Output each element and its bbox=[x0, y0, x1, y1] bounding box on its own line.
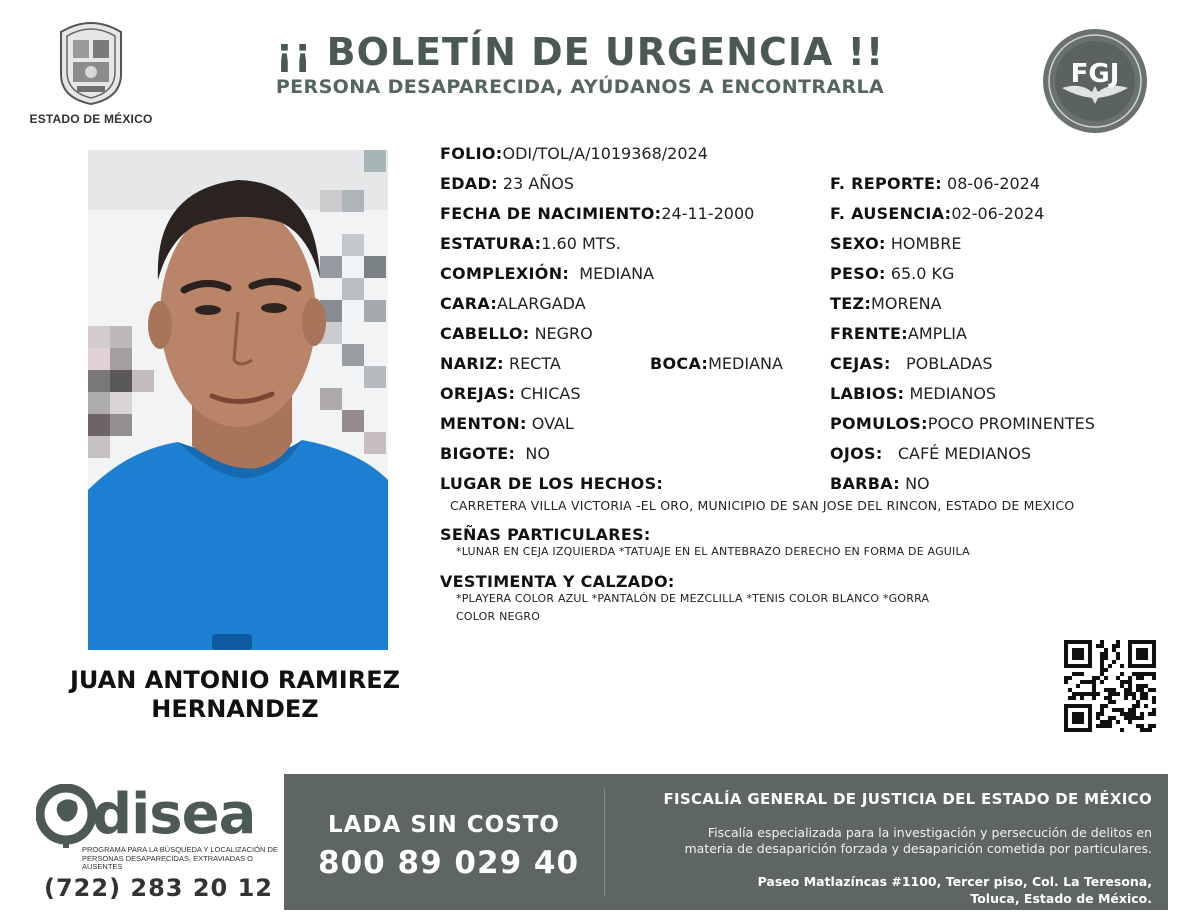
qr-module bbox=[1148, 688, 1152, 692]
qr-module bbox=[1104, 704, 1108, 708]
state-name: ESTADO DE MÉXICO bbox=[29, 112, 153, 126]
complexion-row bbox=[440, 264, 654, 283]
qr-module bbox=[1148, 712, 1152, 716]
ojos-label: OJOS: bbox=[830, 444, 883, 463]
qr-module bbox=[1152, 700, 1156, 704]
bigote-row bbox=[440, 444, 550, 463]
qr-module bbox=[1064, 676, 1068, 680]
qr-module bbox=[1092, 676, 1096, 680]
cabello-value: NEGRO bbox=[534, 324, 593, 343]
qr-module bbox=[1100, 664, 1104, 668]
qr-finder-block bbox=[1136, 648, 1148, 660]
qr-module bbox=[1136, 704, 1140, 708]
qr-module bbox=[1104, 696, 1108, 700]
folio-value: ODI/TOL/A/1019368/2024 bbox=[502, 144, 708, 163]
qr-module bbox=[1132, 696, 1136, 700]
qr-module bbox=[1112, 716, 1116, 720]
qr-module bbox=[1100, 672, 1104, 676]
qr-module bbox=[1136, 672, 1140, 676]
qr-module bbox=[1152, 696, 1156, 700]
qr-module bbox=[1124, 716, 1128, 720]
cara-label: CARA: bbox=[440, 294, 498, 313]
menton-value: OVAL bbox=[531, 414, 574, 433]
qr-module bbox=[1116, 720, 1120, 724]
complexion-label: COMPLEXIÓN: bbox=[440, 264, 570, 283]
qr-module bbox=[1124, 688, 1128, 692]
qr-module bbox=[1100, 668, 1104, 672]
orejas-value: CHICAS bbox=[520, 384, 581, 403]
qr-module bbox=[1144, 684, 1148, 688]
lugar-row bbox=[440, 474, 663, 493]
qr-module bbox=[1104, 676, 1108, 680]
odisea-phone[interactable]: (722) 283 20 12 bbox=[44, 874, 273, 902]
qr-module bbox=[1120, 712, 1124, 716]
qr-module bbox=[1084, 692, 1088, 696]
qr-module bbox=[1068, 688, 1072, 692]
labios-value: MEDIANOS bbox=[909, 384, 997, 403]
qr-module bbox=[1140, 672, 1144, 676]
frente-row bbox=[830, 324, 967, 343]
odisea-description: PROGRAMA PARA LA BÚSQUEDA Y LOCALIZACIÓN DE PERSONAS DESAPARECIDAS, EXTRAVIADAS O AUSENTES bbox=[82, 845, 278, 871]
qr-module bbox=[1124, 696, 1128, 700]
senas-label: SEÑAS PARTICULARES: bbox=[440, 525, 651, 544]
qr-module bbox=[1124, 712, 1128, 716]
qr-module bbox=[1128, 684, 1132, 688]
fgj-logo bbox=[1040, 26, 1150, 136]
labios-label: LABIOS: bbox=[830, 384, 905, 403]
qr-module bbox=[1140, 676, 1144, 680]
barba-row bbox=[830, 474, 930, 493]
qr-module bbox=[1108, 692, 1112, 696]
cabello-label: CABELLO: bbox=[440, 324, 530, 343]
estatura-value: 1.60 MTS. bbox=[541, 234, 621, 253]
qr-module bbox=[1076, 692, 1080, 696]
nariz-value: RECTA bbox=[508, 354, 561, 373]
qr-module bbox=[1128, 716, 1132, 720]
qr-module bbox=[1116, 708, 1120, 712]
qr-module bbox=[1132, 704, 1136, 708]
folio-row bbox=[440, 144, 708, 163]
qr-module bbox=[1120, 680, 1124, 684]
qr-module bbox=[1140, 712, 1144, 716]
menton-row bbox=[440, 414, 574, 433]
sexo-value: HOMBRE bbox=[890, 234, 962, 253]
cabello-row bbox=[440, 324, 593, 343]
qr-module bbox=[1100, 708, 1104, 712]
qr-module bbox=[1132, 716, 1136, 720]
bulletin-subtitle: PERSONA DESAPARECIDA, AYÚDANOS A ENCONTRARLA bbox=[275, 76, 885, 98]
qr-module bbox=[1136, 684, 1140, 688]
bigote-label: BIGOTE: bbox=[440, 444, 516, 463]
qr-module bbox=[1144, 696, 1148, 700]
qr-module bbox=[1140, 692, 1144, 696]
odisea-wordmark: disea bbox=[92, 782, 256, 847]
qr-module bbox=[1064, 680, 1068, 684]
qr-module bbox=[1148, 728, 1152, 732]
estatura-row bbox=[440, 234, 621, 253]
qr-module bbox=[1120, 664, 1124, 668]
fgj-seal-icon bbox=[1040, 26, 1150, 136]
qr-module bbox=[1096, 692, 1100, 696]
qr-module bbox=[1120, 728, 1124, 732]
qr-module bbox=[1132, 712, 1136, 716]
peso-value: 65.0 KG bbox=[890, 264, 955, 283]
qr-module bbox=[1152, 708, 1156, 712]
estatura-label: ESTATURA: bbox=[440, 234, 542, 253]
qr-module bbox=[1136, 700, 1140, 704]
nariz-row bbox=[440, 354, 561, 373]
qr-module bbox=[1104, 724, 1108, 728]
qr-module bbox=[1144, 692, 1148, 696]
qr-code-icon bbox=[1064, 640, 1156, 732]
qr-module bbox=[1132, 692, 1136, 696]
qr-module bbox=[1104, 668, 1108, 672]
qr-module bbox=[1116, 676, 1120, 680]
qr-module bbox=[1076, 684, 1080, 688]
qr-module bbox=[1116, 692, 1120, 696]
fiscalia-title: FISCALÍA GENERAL DE JUSTICIA DEL ESTADO DE MÉXICO bbox=[663, 790, 1152, 808]
qr-module bbox=[1092, 692, 1096, 696]
vestimenta-label: VESTIMENTA Y CALZADO: bbox=[440, 572, 675, 591]
qr-module bbox=[1104, 656, 1108, 660]
qr-module bbox=[1140, 688, 1144, 692]
qr-module bbox=[1100, 644, 1104, 648]
qr-module bbox=[1068, 696, 1072, 700]
fausencia-value: 02-06-2024 bbox=[951, 204, 1045, 223]
peso-row bbox=[830, 264, 954, 283]
folio-label: FOLIO: bbox=[440, 144, 503, 163]
sexo-row bbox=[830, 234, 961, 253]
address-line2: Toluca, Estado de México. bbox=[970, 891, 1152, 906]
senas-value: *LUNAR EN CEJA IZQUIERDA *TATUAJE EN EL ANTEBRAZO DERECHO EN FORMA DE AGUILA bbox=[456, 545, 970, 558]
qr-module bbox=[1116, 640, 1120, 644]
menton-label: MENTON: bbox=[440, 414, 527, 433]
qr-module bbox=[1100, 712, 1104, 716]
pomulos-value: POCO PROMINENTES bbox=[927, 414, 1095, 433]
address-line1: Paseo Matlazíncas #1100, Tercer piso, Col. La Teresona, bbox=[757, 874, 1152, 889]
qr-module bbox=[1120, 672, 1124, 676]
qr-module bbox=[1104, 652, 1108, 656]
qr-module bbox=[1080, 696, 1084, 700]
qr-module bbox=[1092, 684, 1096, 688]
qr-module bbox=[1096, 716, 1100, 720]
fiscalia-desc-line1: Fiscalía especializada para la investigación y persecución de delitos en bbox=[707, 825, 1152, 840]
qr-module bbox=[1112, 700, 1116, 704]
qr-module bbox=[1112, 644, 1116, 648]
qr-module bbox=[1072, 696, 1076, 700]
qr-module bbox=[1080, 692, 1084, 696]
qr-module bbox=[1132, 672, 1136, 676]
frente-value: AMPLIA bbox=[907, 324, 967, 343]
odisea-pin-icon bbox=[36, 784, 96, 848]
qr-module bbox=[1100, 704, 1104, 708]
qr-module bbox=[1148, 672, 1152, 676]
qr-module bbox=[1124, 692, 1128, 696]
qr-module bbox=[1104, 720, 1108, 724]
qr-module bbox=[1080, 680, 1084, 684]
qr-module bbox=[1136, 716, 1140, 720]
qr-module bbox=[1128, 688, 1132, 692]
qr-module bbox=[1116, 656, 1120, 660]
boca-label: BOCA: bbox=[650, 354, 709, 373]
qr-module bbox=[1108, 664, 1112, 668]
qr-module bbox=[1080, 672, 1084, 676]
qr-module bbox=[1112, 688, 1116, 692]
qr-module bbox=[1092, 680, 1096, 684]
qr-module bbox=[1088, 680, 1092, 684]
sexo-label: SEXO: bbox=[830, 234, 886, 253]
edad-row bbox=[440, 174, 574, 193]
qr-module bbox=[1116, 644, 1120, 648]
person-name-line2: HERNANDEZ bbox=[151, 695, 319, 723]
qr-module bbox=[1128, 720, 1132, 724]
qr-module bbox=[1120, 684, 1124, 688]
qr-module bbox=[1140, 684, 1144, 688]
qr-module bbox=[1108, 716, 1112, 720]
fausencia-label: F. AUSENCIA: bbox=[830, 204, 952, 223]
tez-row bbox=[830, 294, 942, 313]
qr-module bbox=[1088, 692, 1092, 696]
frente-label: FRENTE: bbox=[830, 324, 908, 343]
freporte-label: F. REPORTE: bbox=[830, 174, 942, 193]
cejas-row bbox=[830, 354, 993, 373]
nariz-label: NARIZ: bbox=[440, 354, 504, 373]
peso-label: PESO: bbox=[830, 264, 886, 283]
fnac-label: FECHA DE NACIMIENTO: bbox=[440, 204, 662, 223]
person-photo-graphic bbox=[88, 150, 388, 650]
qr-module bbox=[1092, 696, 1096, 700]
qr-module bbox=[1092, 688, 1096, 692]
qr-module bbox=[1100, 660, 1104, 664]
qr-module bbox=[1096, 724, 1100, 728]
qr-module bbox=[1152, 712, 1156, 716]
qr-module bbox=[1116, 652, 1120, 656]
state-coat-of-arms-icon bbox=[51, 18, 131, 106]
qr-module bbox=[1128, 708, 1132, 712]
qr-finder-block bbox=[1072, 648, 1084, 660]
cejas-label: CEJAS: bbox=[830, 354, 891, 373]
qr-code[interactable] bbox=[1064, 640, 1156, 732]
qr-module bbox=[1136, 724, 1140, 728]
qr-module bbox=[1132, 708, 1136, 712]
fiscalia-address bbox=[600, 873, 1152, 907]
edad-value: 23 AÑOS bbox=[502, 174, 574, 193]
orejas-row bbox=[440, 384, 581, 403]
bulletin-title: ¡¡ BOLETÍN DE URGENCIA !! bbox=[275, 30, 885, 74]
qr-module bbox=[1108, 700, 1112, 704]
qr-module bbox=[1072, 692, 1076, 696]
qr-module bbox=[1104, 648, 1108, 652]
qr-module bbox=[1108, 720, 1112, 724]
qr-module bbox=[1096, 644, 1100, 648]
cejas-value: POBLADAS bbox=[906, 354, 993, 373]
qr-module bbox=[1100, 640, 1104, 644]
labios-row bbox=[830, 384, 996, 403]
orejas-label: OREJAS: bbox=[440, 384, 516, 403]
qr-module bbox=[1140, 728, 1144, 732]
qr-module bbox=[1100, 652, 1104, 656]
qr-module bbox=[1120, 708, 1124, 712]
ojos-value: CAFÉ MEDIANOS bbox=[897, 444, 1031, 463]
qr-module bbox=[1108, 724, 1112, 728]
vestimenta-value-line2: COLOR NEGRO bbox=[456, 610, 541, 623]
qr-module bbox=[1100, 720, 1104, 724]
qr-module bbox=[1108, 688, 1112, 692]
lugar-label: LUGAR DE LOS HECHOS: bbox=[440, 474, 664, 493]
qr-module bbox=[1152, 688, 1156, 692]
freporte-value: 08-06-2024 bbox=[947, 174, 1041, 193]
pomulos-row bbox=[830, 414, 1095, 433]
freporte-row bbox=[830, 174, 1040, 193]
qr-module bbox=[1136, 688, 1140, 692]
lada-label: LADA SIN COSTO bbox=[328, 812, 560, 838]
qr-module bbox=[1128, 692, 1132, 696]
qr-module bbox=[1108, 696, 1112, 700]
pomulos-label: POMULOS: bbox=[830, 414, 928, 433]
ojos-row bbox=[830, 444, 1031, 463]
qr-module bbox=[1100, 680, 1104, 684]
qr-module bbox=[1112, 660, 1116, 664]
fnac-value: 24-11-2000 bbox=[661, 204, 755, 223]
qr-module bbox=[1112, 648, 1116, 652]
qr-module bbox=[1128, 680, 1132, 684]
qr-module bbox=[1140, 724, 1144, 728]
fgj-text: FGJ bbox=[1070, 59, 1120, 89]
boca-value: MEDIANA bbox=[708, 354, 783, 373]
qr-module bbox=[1140, 716, 1144, 720]
lugar-value: CARRETERA VILLA VICTORIA -EL ORO, MUNICIPIO DE SAN JOSE DEL RINCON, ESTADO DE MEXICO bbox=[450, 498, 1075, 513]
qr-module bbox=[1100, 724, 1104, 728]
barba-label: BARBA: bbox=[830, 474, 900, 493]
qr-module bbox=[1096, 676, 1100, 680]
qr-module bbox=[1144, 704, 1148, 708]
tez-label: TEZ: bbox=[830, 294, 872, 313]
qr-module bbox=[1152, 724, 1156, 728]
boca-row bbox=[650, 354, 783, 373]
qr-module bbox=[1076, 672, 1080, 676]
vestimenta-value-line1: *PLAYERA COLOR AZUL *PANTALÓN DE MEZCLILLA *TENIS COLOR BLANCO *GORRA bbox=[456, 592, 930, 605]
qr-module bbox=[1144, 728, 1148, 732]
barba-value: NO bbox=[905, 474, 930, 493]
qr-module bbox=[1068, 676, 1072, 680]
qr-module bbox=[1140, 696, 1144, 700]
qr-module bbox=[1084, 680, 1088, 684]
fnac-row bbox=[440, 204, 754, 223]
complexion-value: MEDIANA bbox=[579, 264, 655, 283]
qr-module bbox=[1128, 676, 1132, 680]
qr-finder-block bbox=[1072, 712, 1084, 724]
person-name-line1: JUAN ANTONIO RAMIREZ bbox=[69, 666, 401, 694]
fiscalia-desc-line2: materia de desaparición forzada y desaparición cometida por particulares. bbox=[684, 841, 1152, 856]
fausencia-row bbox=[830, 204, 1044, 223]
person-photo bbox=[88, 150, 388, 650]
qr-module bbox=[1136, 676, 1140, 680]
qr-module bbox=[1096, 712, 1100, 716]
estado-de-mexico-logo bbox=[28, 18, 154, 126]
qr-module bbox=[1128, 712, 1132, 716]
qr-module bbox=[1072, 672, 1076, 676]
qr-module bbox=[1144, 672, 1148, 676]
qr-module bbox=[1104, 688, 1108, 692]
qr-module bbox=[1112, 692, 1116, 696]
edad-label: EDAD: bbox=[440, 174, 498, 193]
tez-value: MORENA bbox=[871, 294, 942, 313]
person-name bbox=[40, 666, 430, 724]
qr-module bbox=[1100, 656, 1104, 660]
bigote-value: NO bbox=[525, 444, 550, 463]
lada-phone-number[interactable]: 800 89 029 40 bbox=[318, 845, 580, 881]
qr-module bbox=[1112, 708, 1116, 712]
qr-module bbox=[1152, 676, 1156, 680]
qr-module bbox=[1124, 680, 1128, 684]
qr-module bbox=[1152, 672, 1156, 676]
cara-row bbox=[440, 294, 586, 313]
qr-module bbox=[1148, 724, 1152, 728]
fiscalia-description bbox=[600, 825, 1152, 857]
cara-value: ALARGADA bbox=[497, 294, 586, 313]
